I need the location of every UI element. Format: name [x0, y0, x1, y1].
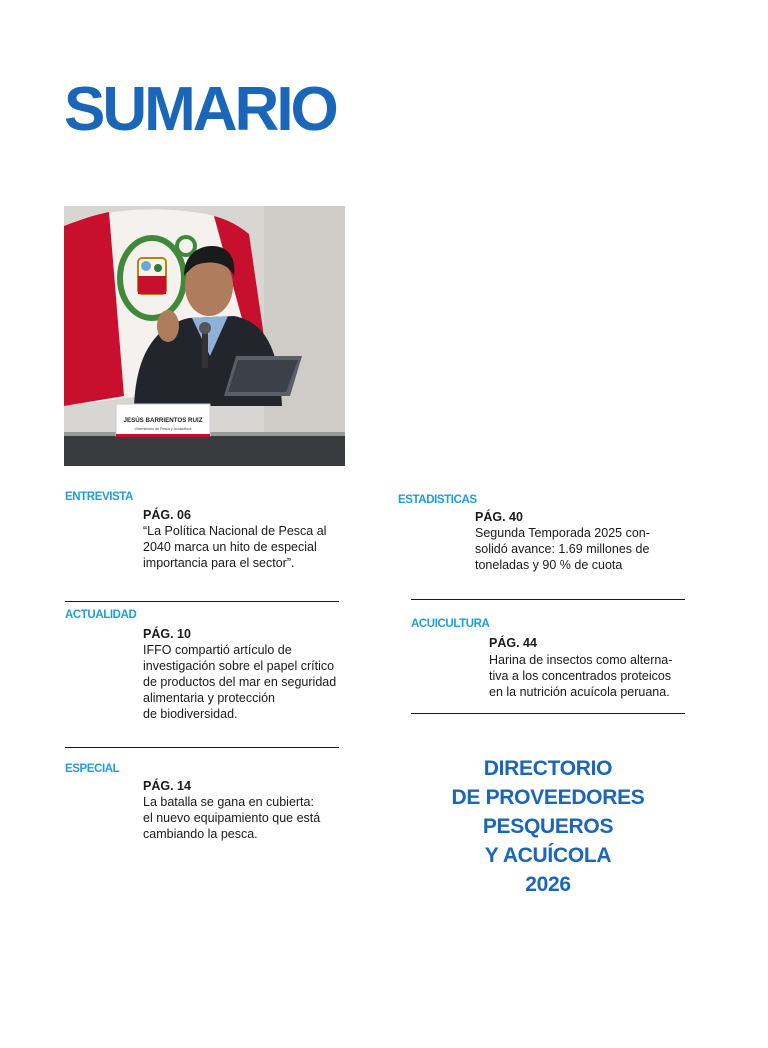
section-description-acuicultura: Harina de insectos como alterna- tiva a los concentrados proteicos en la nutrición acuícola peruana.: [489, 653, 673, 699]
section-page-acuicultura: PÁG. 44: [489, 636, 537, 650]
section-page-actualidad: PÁG. 10: [143, 627, 191, 641]
section-description-especial: La batalla se gana en cubierta: el nuevo equipamiento que está cambiando la pesca.: [143, 795, 321, 841]
page-title: SUMARIO: [64, 75, 336, 144]
directory-line: DIRECTORIO: [483, 757, 613, 780]
directory-line: PESQUEROS: [482, 815, 614, 838]
directory-line: Y ACUÍCOLA: [484, 844, 612, 867]
section-label-entrevista: ENTREVISTA: [65, 491, 133, 503]
nameplate-name: JESÚS BARRIENTOS RUIZ: [123, 417, 203, 424]
section-description-entrevista: “La Política Nacional de Pesca al 2040 marca un hito de especial importancia para el sector”.: [143, 524, 327, 570]
section-label-actualidad: ACTUALIDAD: [65, 609, 137, 621]
section-page-entrevista: PÁG. 06: [143, 508, 191, 522]
section-label-estadisticas: ESTADISTICAS: [398, 494, 477, 506]
directory-heading: [428, 754, 668, 899]
directory-year: 2026: [525, 873, 571, 896]
section-divider: [411, 713, 685, 714]
section-label-especial: ESPECIAL: [65, 763, 120, 775]
section-description-actualidad: IFFO compartió artículo de investigación sobre el papel crítico de productos del mar en seguridad alimentaria y protección de biodiversidad.: [143, 643, 337, 721]
nameplate-role: Viceministro de Pesca y Acuicultura: [134, 427, 192, 431]
cover-photo: [64, 206, 345, 466]
section-divider: [65, 601, 339, 602]
section-divider: [411, 599, 685, 600]
section-label-acuicultura: ACUICULTURA: [411, 618, 490, 630]
section-description-estadisticas: Segunda Temporada 2025 con- solidó avance: 1.69 millones de toneladas y 90 % de cuota: [475, 526, 650, 572]
section-divider: [65, 747, 339, 748]
directory-line: DE PROVEEDORES: [451, 786, 645, 809]
section-page-especial: PÁG. 14: [143, 779, 191, 793]
section-page-estadisticas: PÁG. 40: [475, 510, 523, 524]
